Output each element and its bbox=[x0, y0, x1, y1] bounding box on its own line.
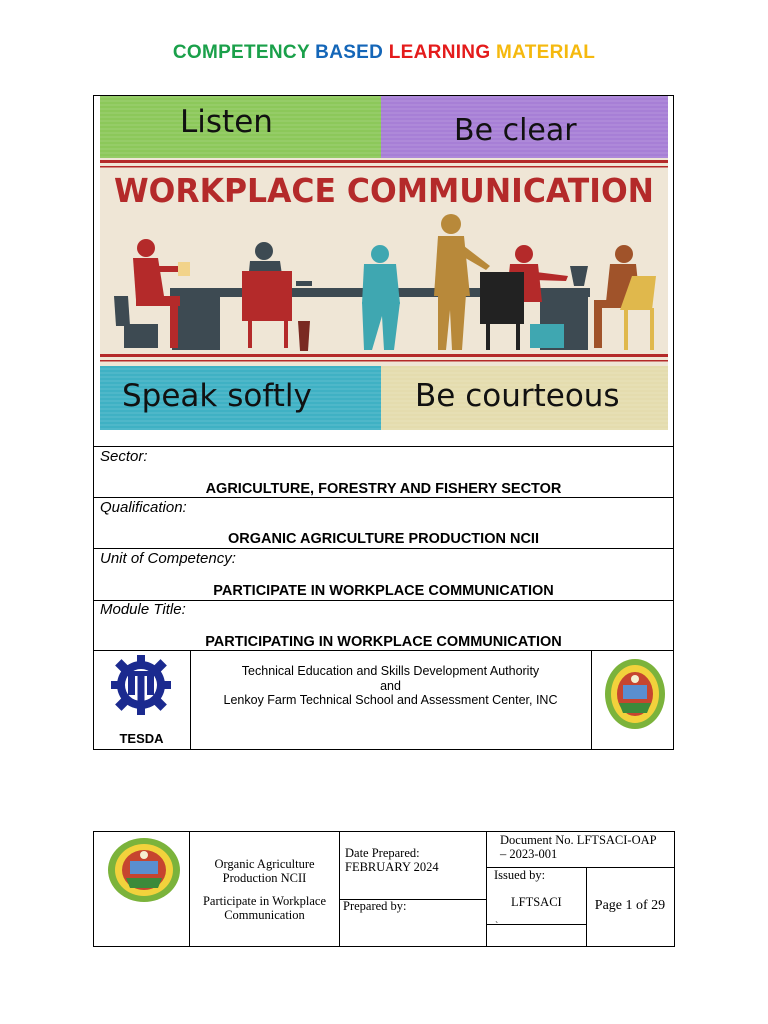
module-title-label: Module Title: bbox=[100, 601, 186, 618]
sector-value: AGRICULTURE, FORESTRY AND FISHERY SECTOR bbox=[205, 481, 562, 497]
workplace-communication-banner bbox=[100, 96, 668, 430]
lenkoy-farm-seal bbox=[603, 657, 667, 731]
organization-names bbox=[190, 664, 591, 708]
footer-lenkoy-seal bbox=[106, 836, 182, 904]
field-row-sector bbox=[93, 446, 674, 497]
unit-of-competency-label: Unit of Competency: bbox=[100, 550, 236, 567]
title-word-material: MATERIAL bbox=[496, 42, 596, 63]
issued-by-mark: ` bbox=[495, 921, 499, 932]
footer-qualification-line-1: Organic Agriculture bbox=[214, 857, 315, 871]
organization-line-3: Lenkoy Farm Technical School and Assessment Center, INC bbox=[223, 693, 558, 707]
tesda-label: TESDA bbox=[119, 731, 164, 746]
speak-softly-text: Speak softly bbox=[122, 378, 312, 414]
document-title bbox=[0, 42, 768, 64]
title-word-learning: LEARNING bbox=[388, 42, 491, 63]
unit-of-competency-value: PARTICIPATE IN WORKPLACE COMMUNICATION bbox=[213, 583, 554, 599]
issued-by-value: LFTSACI bbox=[511, 895, 562, 909]
footer-unit-line-1: Participate in Workplace bbox=[202, 894, 327, 908]
be-clear-text: Be clear bbox=[454, 113, 577, 148]
organization-line-1: Technical Education and Skills Development Authority bbox=[241, 664, 540, 678]
prepared-by-label: Prepared by: bbox=[343, 899, 407, 913]
document-number bbox=[500, 833, 657, 861]
qualification-label: Qualification: bbox=[100, 499, 187, 516]
field-row-qualification bbox=[93, 497, 674, 548]
listen-text: Listen bbox=[180, 104, 273, 140]
field-row-module-title bbox=[93, 600, 674, 650]
date-prepared-label: Date Prepared: bbox=[345, 846, 420, 860]
footer-unit-line-2: Communication bbox=[224, 908, 305, 922]
qualification-value: ORGANIC AGRICULTURE PRODUCTION NCII bbox=[228, 531, 539, 547]
red-chair bbox=[242, 271, 292, 321]
field-row-unit-of-competency bbox=[93, 548, 674, 600]
banner-illustration bbox=[100, 96, 668, 430]
document-number-line-1: Document No. LFTSACI-OAP bbox=[500, 833, 657, 847]
sector-label: Sector: bbox=[100, 448, 148, 465]
date-prepared-value: FEBRUARY 2024 bbox=[345, 860, 439, 874]
date-prepared bbox=[345, 846, 439, 874]
module-title-value: PARTICIPATING IN WORKPLACE COMMUNICATION bbox=[205, 634, 562, 650]
footer-qualification bbox=[190, 857, 339, 885]
footer-qualification-line-2: Production NCII bbox=[222, 871, 307, 885]
title-word-based: BASED bbox=[315, 42, 384, 63]
organization-row bbox=[93, 650, 674, 750]
document-control-footer bbox=[93, 831, 675, 947]
tesda-logo bbox=[109, 653, 173, 717]
title-word-competency: COMPETENCY bbox=[172, 42, 310, 63]
issued-by-label: Issued by: bbox=[494, 868, 546, 882]
black-chair bbox=[480, 272, 524, 324]
document-number-line-2: – 2023-001 bbox=[500, 847, 558, 861]
be-courteous-text: Be courteous bbox=[415, 378, 620, 414]
workplace-communication-headline: WORKPLACE COMMUNICATION bbox=[114, 171, 654, 210]
footer-unit bbox=[190, 894, 339, 922]
organization-line-2: and bbox=[380, 678, 401, 693]
page-number: Page 1 of 29 bbox=[594, 898, 666, 913]
